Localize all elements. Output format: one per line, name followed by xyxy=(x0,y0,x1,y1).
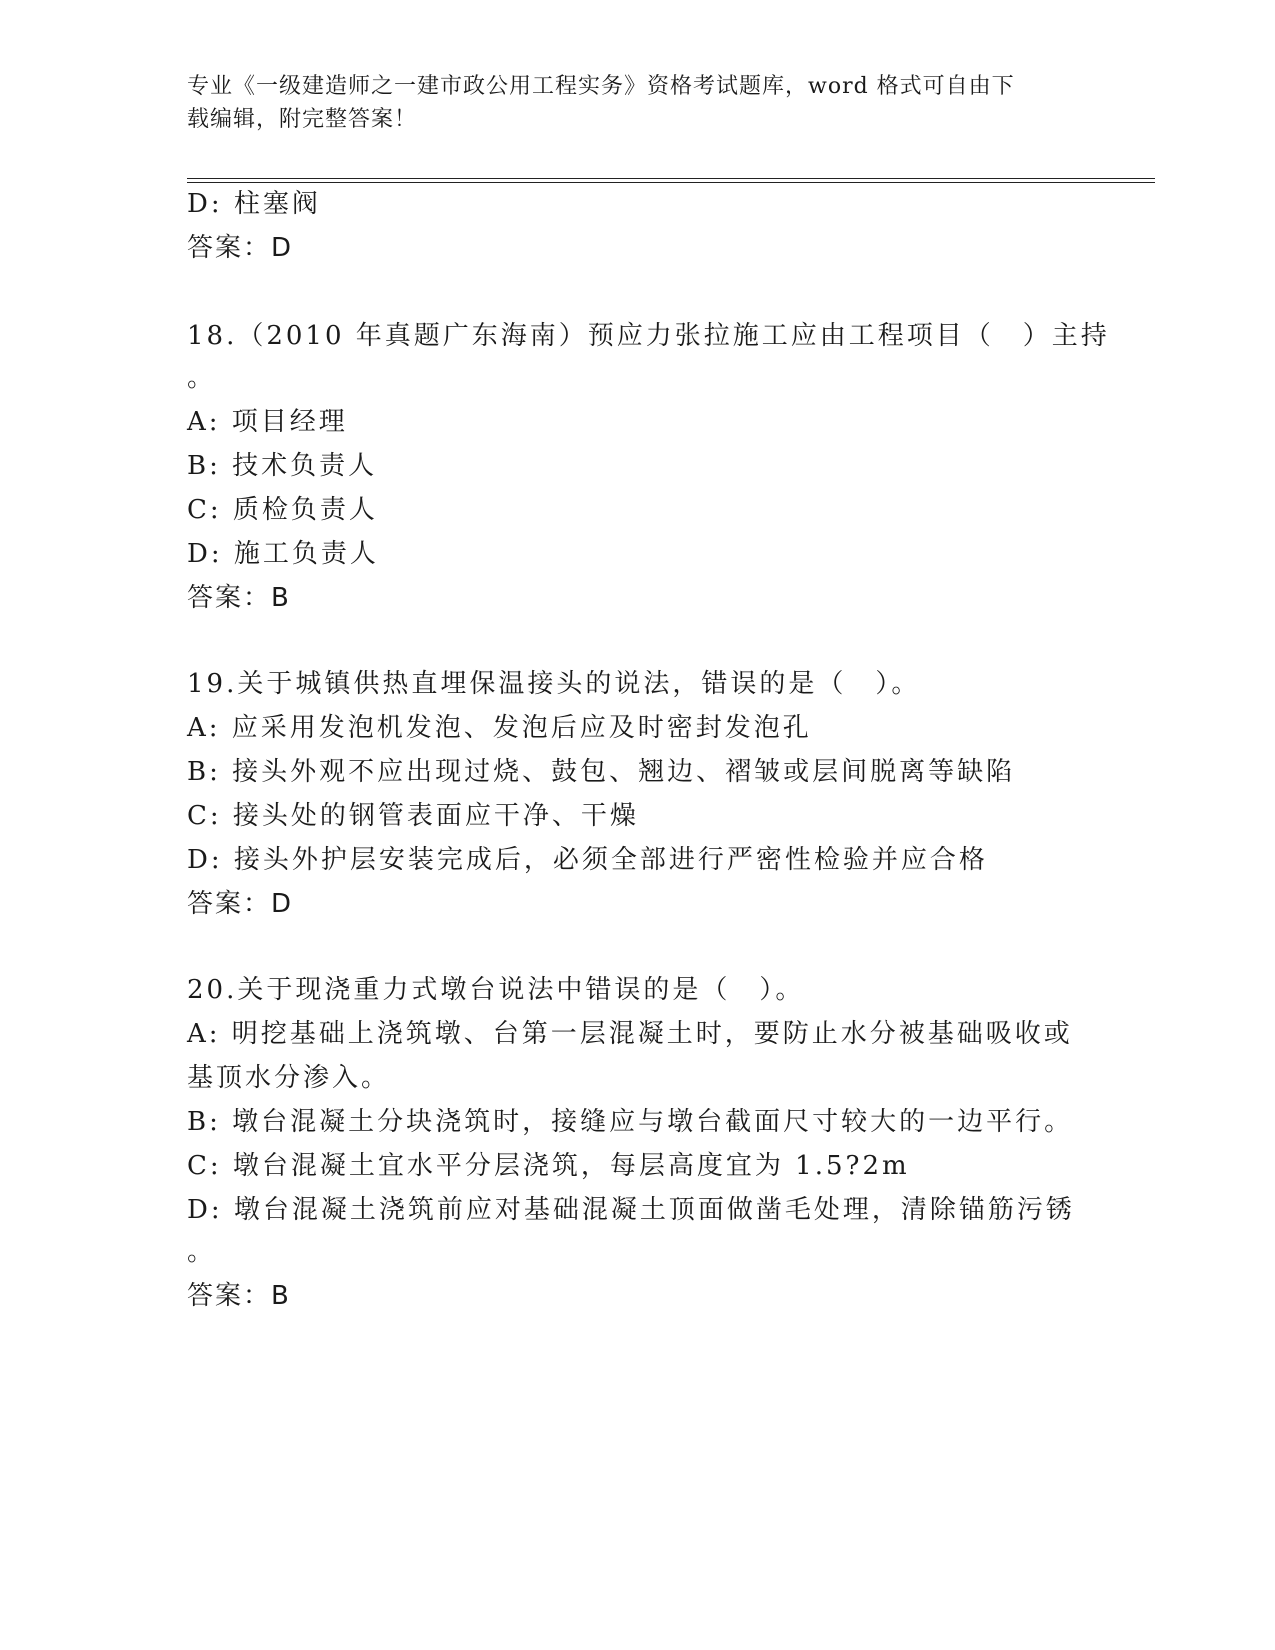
q19-option-a: A: 应采用发泡机发泡、发泡后应及时密封发泡孔 xyxy=(187,713,812,743)
document-header xyxy=(187,70,1087,136)
q17-answer: 答案：D xyxy=(187,233,294,263)
q20-option-a-line-2: 基顶水分渗入。 xyxy=(187,1063,391,1093)
q20-option-a-line-1: A: 明挖基础上浇筑墩、台第一层混凝土时，要防止水分被基础吸收或 xyxy=(187,1019,1073,1049)
header-line-1: 专业《一级建造师之一建市政公用工程实务》资格考试题库，word 格式可自由下 xyxy=(187,74,1015,99)
q19-stem: 19.关于城镇供热直埋保温接头的说法，错误的是（ ）。 xyxy=(187,669,921,699)
q18-stem-line-1: 18.（2010 年真题广东海南）预应力张拉施工应由工程项目（ ）主持 xyxy=(187,321,1110,351)
header-line-2: 载编辑，附完整答案！ xyxy=(187,107,418,132)
q18-answer: 答案：B xyxy=(187,583,291,613)
q19-option-b: B: 接头外观不应出现过烧、鼓包、翘边、褶皱或层间脱离等缺陷 xyxy=(187,757,1016,787)
q18-option-c: C: 质检负责人 xyxy=(187,495,378,525)
q19-option-d: D: 接头外护层安装完成后，必须全部进行严密性检验并应合格 xyxy=(187,845,988,875)
q20-answer: 答案：B xyxy=(187,1281,291,1311)
q18-stem-line-2: 。 xyxy=(187,363,217,393)
header-rule-top xyxy=(187,178,1155,179)
q20-option-d-line-1: D: 墩台混凝土浇筑前应对基础混凝土顶面做凿毛处理，清除锚筋污锈 xyxy=(187,1195,1075,1225)
q20-option-b: B: 墩台混凝土分块浇筑时，接缝应与墩台截面尺寸较大的一边平行。 xyxy=(187,1107,1074,1137)
q18-option-d: D: 施工负责人 xyxy=(187,539,379,569)
header-rule-bottom xyxy=(187,182,1155,183)
q20-option-c: C: 墩台混凝土宜水平分层浇筑，每层高度宜为 1.5?2m xyxy=(187,1151,910,1181)
q20-option-d-line-2: 。 xyxy=(187,1237,217,1267)
q19-answer: 答案：D xyxy=(187,889,294,919)
q17-option-d: D: 柱塞阀 xyxy=(187,189,321,219)
q18-option-b: B: 技术负责人 xyxy=(187,451,378,481)
q20-stem: 20.关于现浇重力式墩台说法中错误的是（ ）。 xyxy=(187,975,805,1005)
q19-option-c: C: 接头处的钢管表面应干净、干燥 xyxy=(187,801,639,831)
q18-option-a: A: 项目经理 xyxy=(187,407,348,437)
